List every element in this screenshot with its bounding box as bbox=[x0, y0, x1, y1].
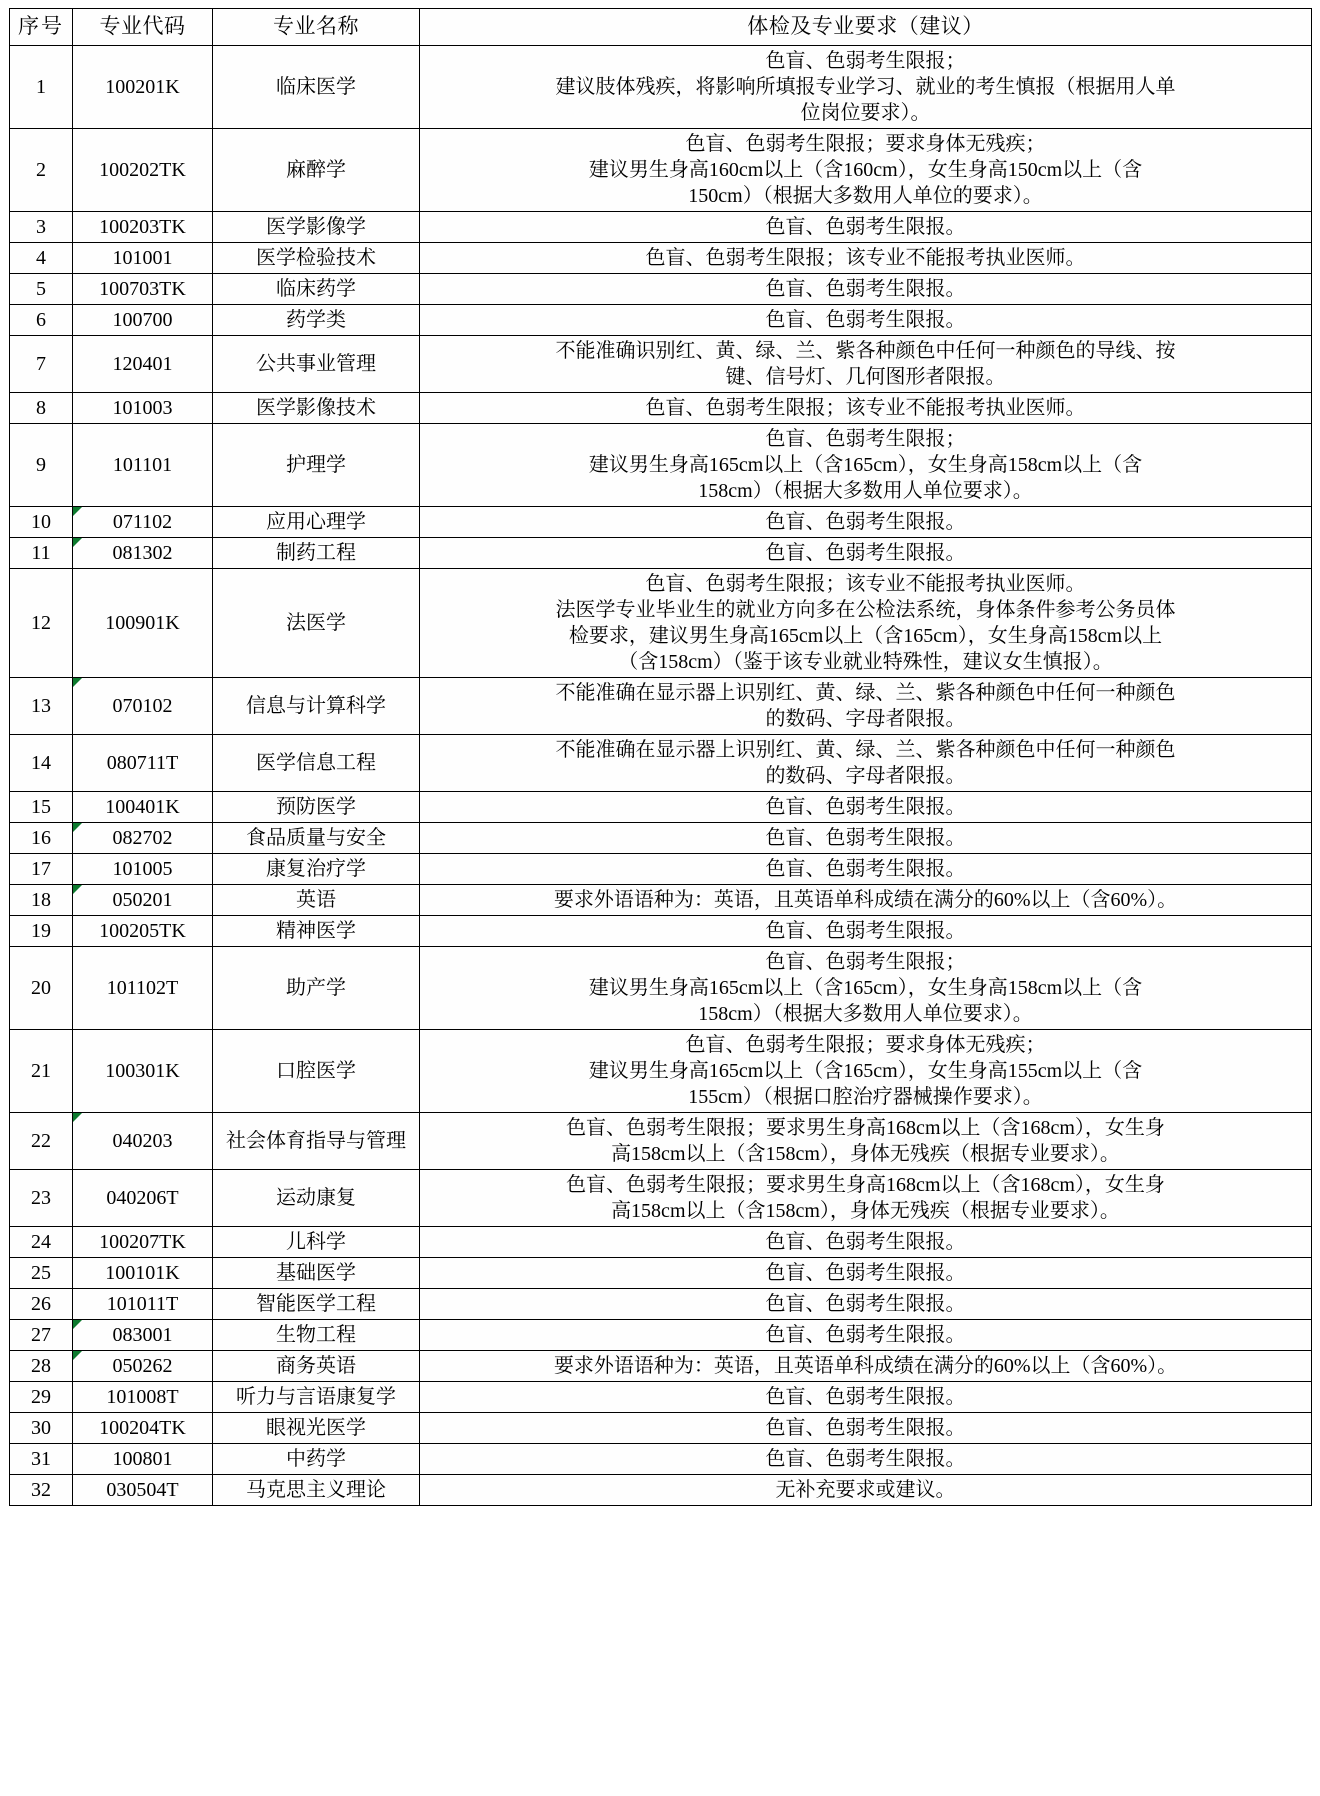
major-code-text: 100401K bbox=[105, 796, 180, 818]
major-code-text: 083001 bbox=[112, 1324, 173, 1346]
requirement-line: 高158cm以上（含158cm），身体无残疾（根据专业要求）。 bbox=[611, 1200, 1120, 1222]
cell-major-code bbox=[73, 336, 213, 393]
cell-major-name: 商务英语 bbox=[213, 1351, 420, 1382]
cell-requirement bbox=[420, 393, 1312, 424]
requirement-line: 建议男生身高165cm以上（含165cm），女生身高158cm以上（含 bbox=[588, 454, 1143, 476]
requirement-line: （含158cm）（鉴于该专业就业特殊性，建议女生慎报）。 bbox=[618, 651, 1113, 673]
column-header-major-code: 专业代码 bbox=[73, 9, 213, 46]
major-code-text: 100204TK bbox=[99, 1417, 186, 1439]
requirement-line: 色盲、色弱考生限报；该专业不能报考执业医师。 bbox=[645, 397, 1086, 419]
cell-major-code bbox=[73, 1289, 213, 1320]
requirement-line: 色盲、色弱考生限报。 bbox=[765, 827, 966, 849]
requirement-line: 的数码、字母者限报。 bbox=[765, 708, 966, 730]
cell-major-code bbox=[73, 1113, 213, 1170]
requirement-line: 色盲、色弱考生限报。 bbox=[765, 511, 966, 533]
table-row bbox=[10, 1227, 1312, 1258]
major-code-text: 050262 bbox=[112, 1355, 173, 1377]
table-row bbox=[10, 792, 1312, 823]
cell-major-name: 基础医学 bbox=[213, 1258, 420, 1289]
cell-major-code bbox=[73, 46, 213, 129]
cell-requirement bbox=[420, 823, 1312, 854]
comment-marker-icon bbox=[73, 823, 82, 832]
table-row bbox=[10, 507, 1312, 538]
requirement-line: 150cm）（根据大多数用人单位的要求）。 bbox=[688, 185, 1043, 207]
major-code-text: 080711T bbox=[106, 752, 179, 774]
table-row bbox=[10, 129, 1312, 212]
cell-major-name: 护理学 bbox=[213, 424, 420, 507]
cell-requirement bbox=[420, 424, 1312, 507]
cell-requirement bbox=[420, 1170, 1312, 1227]
table-row bbox=[10, 393, 1312, 424]
major-code-text: 100202TK bbox=[99, 159, 186, 181]
cell-seq: 32 bbox=[10, 1475, 73, 1506]
requirement-line: 色盲、色弱考生限报；要求身体无残疾； bbox=[685, 133, 1046, 155]
requirement-line: 色盲、色弱考生限报。 bbox=[765, 1293, 966, 1315]
cell-major-name: 助产学 bbox=[213, 947, 420, 1030]
cell-major-name: 临床医学 bbox=[213, 46, 420, 129]
cell-major-code bbox=[73, 1444, 213, 1475]
comment-marker-icon bbox=[73, 538, 82, 547]
requirement-line: 色盲、色弱考生限报。 bbox=[765, 216, 966, 238]
requirement-line: 色盲、色弱考生限报；要求身体无残疾； bbox=[685, 1034, 1046, 1056]
cell-major-code bbox=[73, 274, 213, 305]
requirement-line: 色盲、色弱考生限报；该专业不能报考执业医师。 bbox=[645, 247, 1086, 269]
requirement-line: 色盲、色弱考生限报；要求男生身高168cm以上（含168cm），女生身 bbox=[566, 1174, 1165, 1196]
major-code-text: 100301K bbox=[105, 1060, 180, 1082]
cell-major-code bbox=[73, 1351, 213, 1382]
requirement-line: 色盲、色弱考生限报。 bbox=[765, 1231, 966, 1253]
cell-major-name: 药学类 bbox=[213, 305, 420, 336]
requirement-line: 不能准确在显示器上识别红、黄、绿、兰、紫各种颜色中任何一种颜色 bbox=[555, 682, 1176, 704]
cell-requirement bbox=[420, 792, 1312, 823]
cell-major-name: 智能医学工程 bbox=[213, 1289, 420, 1320]
table-row bbox=[10, 885, 1312, 916]
cell-seq: 24 bbox=[10, 1227, 73, 1258]
requirement-line: 无补充要求或建议。 bbox=[775, 1479, 956, 1501]
major-code-text: 081302 bbox=[112, 542, 173, 564]
cell-requirement bbox=[420, 885, 1312, 916]
table-row bbox=[10, 243, 1312, 274]
cell-seq: 1 bbox=[10, 46, 73, 129]
cell-seq: 2 bbox=[10, 129, 73, 212]
cell-major-name: 听力与言语康复学 bbox=[213, 1382, 420, 1413]
table-row bbox=[10, 46, 1312, 129]
cell-major-code bbox=[73, 792, 213, 823]
cell-major-name: 口腔医学 bbox=[213, 1030, 420, 1113]
requirement-line: 色盲、色弱考生限报。 bbox=[765, 1262, 966, 1284]
cell-requirement bbox=[420, 212, 1312, 243]
major-code-text: 100901K bbox=[105, 612, 180, 634]
column-header-major-name: 专业名称 bbox=[213, 9, 420, 46]
cell-major-name: 精神医学 bbox=[213, 916, 420, 947]
requirement-line: 建议男生身高160cm以上（含160cm），女生身高150cm以上（含 bbox=[588, 159, 1143, 181]
comment-marker-icon bbox=[73, 1320, 82, 1329]
cell-requirement bbox=[420, 305, 1312, 336]
requirement-line: 155cm）（根据口腔治疗器械操作要求）。 bbox=[688, 1086, 1043, 1108]
major-code-text: 071102 bbox=[112, 511, 173, 533]
requirement-line: 位岗位要求）。 bbox=[800, 102, 931, 124]
requirement-line: 色盲、色弱考生限报；该专业不能报考执业医师。 bbox=[645, 573, 1086, 595]
requirement-line: 色盲、色弱考生限报。 bbox=[765, 1324, 966, 1346]
cell-requirement bbox=[420, 569, 1312, 678]
cell-major-code bbox=[73, 507, 213, 538]
table-row bbox=[10, 678, 1312, 735]
cell-requirement bbox=[420, 1351, 1312, 1382]
major-code-text: 040206T bbox=[106, 1187, 179, 1209]
table-row bbox=[10, 305, 1312, 336]
cell-major-name: 社会体育指导与管理 bbox=[213, 1113, 420, 1170]
cell-seq: 12 bbox=[10, 569, 73, 678]
cell-major-code bbox=[73, 1382, 213, 1413]
cell-requirement bbox=[420, 947, 1312, 1030]
major-code-text: 100207TK bbox=[99, 1231, 186, 1253]
major-code-text: 100205TK bbox=[99, 920, 186, 942]
cell-seq: 19 bbox=[10, 916, 73, 947]
cell-requirement bbox=[420, 1320, 1312, 1351]
requirement-line: 要求外语语种为：英语，且英语单科成绩在满分的60%以上（含60%）。 bbox=[553, 889, 1178, 911]
cell-seq: 18 bbox=[10, 885, 73, 916]
comment-marker-icon bbox=[73, 1113, 82, 1122]
cell-seq: 25 bbox=[10, 1258, 73, 1289]
cell-major-code bbox=[73, 1170, 213, 1227]
cell-major-name: 马克思主义理论 bbox=[213, 1475, 420, 1506]
cell-major-code bbox=[73, 243, 213, 274]
cell-seq: 21 bbox=[10, 1030, 73, 1113]
cell-major-name: 信息与计算科学 bbox=[213, 678, 420, 735]
cell-seq: 26 bbox=[10, 1289, 73, 1320]
requirement-line: 高158cm以上（含158cm），身体无残疾（根据专业要求）。 bbox=[611, 1143, 1120, 1165]
major-code-text: 100101K bbox=[105, 1262, 180, 1284]
comment-marker-icon bbox=[73, 507, 82, 516]
requirement-line: 色盲、色弱考生限报。 bbox=[765, 1417, 966, 1439]
table-row bbox=[10, 916, 1312, 947]
cell-requirement bbox=[420, 243, 1312, 274]
cell-seq: 27 bbox=[10, 1320, 73, 1351]
column-header-requirement: 体检及专业要求（建议） bbox=[420, 9, 1312, 46]
cell-seq: 22 bbox=[10, 1113, 73, 1170]
table-header-row bbox=[10, 9, 1312, 46]
table-row bbox=[10, 1382, 1312, 1413]
table-row bbox=[10, 1258, 1312, 1289]
cell-seq: 5 bbox=[10, 274, 73, 305]
major-code-text: 101011T bbox=[106, 1293, 179, 1315]
cell-seq: 6 bbox=[10, 305, 73, 336]
cell-major-code bbox=[73, 885, 213, 916]
requirement-line: 建议肢体残疾，将影响所填报专业学习、就业的考生慎报（根据用人单 bbox=[555, 76, 1176, 98]
major-code-text: 070102 bbox=[112, 695, 173, 717]
cell-major-code bbox=[73, 947, 213, 1030]
cell-major-code bbox=[73, 1413, 213, 1444]
requirement-line: 色盲、色弱考生限报。 bbox=[765, 858, 966, 880]
requirement-line: 色盲、色弱考生限报。 bbox=[765, 1386, 966, 1408]
cell-seq: 30 bbox=[10, 1413, 73, 1444]
table-row bbox=[10, 1320, 1312, 1351]
requirement-line: 色盲、色弱考生限报； bbox=[765, 50, 966, 72]
table-row bbox=[10, 735, 1312, 792]
cell-seq: 15 bbox=[10, 792, 73, 823]
requirement-line: 法医学专业毕业生的就业方向多在公检法系统，身体条件参考公务员体 bbox=[555, 599, 1176, 621]
table-row bbox=[10, 1030, 1312, 1113]
cell-requirement bbox=[420, 1444, 1312, 1475]
table-row bbox=[10, 336, 1312, 393]
table-row bbox=[10, 1113, 1312, 1170]
table-row bbox=[10, 424, 1312, 507]
cell-seq: 11 bbox=[10, 538, 73, 569]
requirement-line: 色盲、色弱考生限报。 bbox=[765, 796, 966, 818]
cell-major-code bbox=[73, 854, 213, 885]
cell-requirement bbox=[420, 1113, 1312, 1170]
table-row bbox=[10, 1170, 1312, 1227]
table-row bbox=[10, 1444, 1312, 1475]
cell-major-name: 康复治疗学 bbox=[213, 854, 420, 885]
cell-major-name: 中药学 bbox=[213, 1444, 420, 1475]
cell-requirement bbox=[420, 507, 1312, 538]
cell-seq: 31 bbox=[10, 1444, 73, 1475]
comment-marker-icon bbox=[73, 885, 82, 894]
cell-major-code bbox=[73, 305, 213, 336]
cell-requirement bbox=[420, 1227, 1312, 1258]
cell-major-code bbox=[73, 212, 213, 243]
table-row bbox=[10, 823, 1312, 854]
table-body bbox=[10, 46, 1312, 1506]
table-row bbox=[10, 854, 1312, 885]
comment-marker-icon bbox=[73, 678, 82, 687]
cell-seq: 23 bbox=[10, 1170, 73, 1227]
table-row bbox=[10, 569, 1312, 678]
cell-major-name: 临床药学 bbox=[213, 274, 420, 305]
major-code-text: 082702 bbox=[112, 827, 173, 849]
requirement-line: 色盲、色弱考生限报。 bbox=[765, 1448, 966, 1470]
cell-major-name: 应用心理学 bbox=[213, 507, 420, 538]
table-row bbox=[10, 1475, 1312, 1506]
major-code-text: 040203 bbox=[112, 1130, 173, 1152]
requirement-line: 建议男生身高165cm以上（含165cm），女生身高155cm以上（含 bbox=[588, 1060, 1143, 1082]
cell-requirement bbox=[420, 538, 1312, 569]
cell-seq: 9 bbox=[10, 424, 73, 507]
major-code-text: 100801 bbox=[112, 1448, 173, 1470]
cell-requirement bbox=[420, 1413, 1312, 1444]
cell-major-code bbox=[73, 678, 213, 735]
table-row bbox=[10, 1351, 1312, 1382]
cell-seq: 28 bbox=[10, 1351, 73, 1382]
cell-requirement bbox=[420, 274, 1312, 305]
cell-seq: 20 bbox=[10, 947, 73, 1030]
requirement-line: 色盲、色弱考生限报； bbox=[765, 428, 966, 450]
requirement-line: 158cm）（根据大多数用人单位要求）。 bbox=[698, 1003, 1033, 1025]
requirement-line: 色盲、色弱考生限报；要求男生身高168cm以上（含168cm），女生身 bbox=[566, 1117, 1165, 1139]
major-code-text: 101001 bbox=[112, 247, 173, 269]
major-code-text: 100203TK bbox=[99, 216, 186, 238]
requirement-line: 检要求，建议男生身高165cm以上（含165cm），女生身高158cm以上 bbox=[568, 625, 1163, 647]
cell-major-name: 运动康复 bbox=[213, 1170, 420, 1227]
cell-requirement bbox=[420, 1030, 1312, 1113]
cell-seq: 16 bbox=[10, 823, 73, 854]
cell-major-code bbox=[73, 1227, 213, 1258]
cell-requirement bbox=[420, 854, 1312, 885]
cell-major-code bbox=[73, 1320, 213, 1351]
cell-major-name: 生物工程 bbox=[213, 1320, 420, 1351]
major-code-text: 101102T bbox=[106, 977, 179, 999]
cell-requirement bbox=[420, 1475, 1312, 1506]
cell-seq: 8 bbox=[10, 393, 73, 424]
cell-major-name: 眼视光医学 bbox=[213, 1413, 420, 1444]
cell-major-name: 医学检验技术 bbox=[213, 243, 420, 274]
cell-requirement bbox=[420, 916, 1312, 947]
cell-major-code bbox=[73, 393, 213, 424]
cell-major-code bbox=[73, 823, 213, 854]
major-code-text: 050201 bbox=[112, 889, 173, 911]
table-row bbox=[10, 1413, 1312, 1444]
cell-major-code bbox=[73, 1475, 213, 1506]
requirement-line: 的数码、字母者限报。 bbox=[765, 765, 966, 787]
cell-requirement bbox=[420, 1258, 1312, 1289]
major-requirements-table bbox=[9, 8, 1312, 1506]
cell-major-name: 食品质量与安全 bbox=[213, 823, 420, 854]
cell-requirement bbox=[420, 1289, 1312, 1320]
requirement-line: 不能准确识别红、黄、绿、兰、紫各种颜色中任何一种颜色的导线、按 bbox=[555, 340, 1176, 362]
cell-major-name: 法医学 bbox=[213, 569, 420, 678]
comment-marker-icon bbox=[73, 1351, 82, 1360]
table-row bbox=[10, 274, 1312, 305]
cell-seq: 3 bbox=[10, 212, 73, 243]
cell-seq: 10 bbox=[10, 507, 73, 538]
table-row bbox=[10, 947, 1312, 1030]
requirement-line: 色盲、色弱考生限报。 bbox=[765, 309, 966, 331]
major-code-text: 101005 bbox=[112, 858, 173, 880]
cell-major-name: 英语 bbox=[213, 885, 420, 916]
cell-major-name: 制药工程 bbox=[213, 538, 420, 569]
cell-major-name: 医学影像学 bbox=[213, 212, 420, 243]
requirement-line: 158cm）（根据大多数用人单位要求）。 bbox=[698, 480, 1033, 502]
cell-seq: 29 bbox=[10, 1382, 73, 1413]
cell-requirement bbox=[420, 1382, 1312, 1413]
cell-major-name: 预防医学 bbox=[213, 792, 420, 823]
table-row bbox=[10, 1289, 1312, 1320]
cell-major-name: 医学影像技术 bbox=[213, 393, 420, 424]
cell-major-code bbox=[73, 538, 213, 569]
column-header-seq: 序号 bbox=[10, 9, 73, 46]
cell-requirement bbox=[420, 46, 1312, 129]
major-code-text: 101101 bbox=[112, 454, 173, 476]
table-row bbox=[10, 212, 1312, 243]
cell-major-name: 麻醉学 bbox=[213, 129, 420, 212]
cell-major-code bbox=[73, 129, 213, 212]
cell-seq: 4 bbox=[10, 243, 73, 274]
requirement-line: 不能准确在显示器上识别红、黄、绿、兰、紫各种颜色中任何一种颜色 bbox=[555, 739, 1176, 761]
major-code-text: 101008T bbox=[106, 1386, 179, 1408]
cell-seq: 17 bbox=[10, 854, 73, 885]
cell-seq: 7 bbox=[10, 336, 73, 393]
cell-major-code bbox=[73, 424, 213, 507]
cell-major-name: 公共事业管理 bbox=[213, 336, 420, 393]
cell-requirement bbox=[420, 336, 1312, 393]
cell-major-code bbox=[73, 569, 213, 678]
cell-seq: 13 bbox=[10, 678, 73, 735]
major-code-text: 100703TK bbox=[99, 278, 186, 300]
cell-major-name: 儿科学 bbox=[213, 1227, 420, 1258]
cell-major-code bbox=[73, 1030, 213, 1113]
cell-requirement bbox=[420, 678, 1312, 735]
requirement-line: 键、信号灯、几何图形者限报。 bbox=[725, 366, 1006, 388]
requirement-line: 色盲、色弱考生限报。 bbox=[765, 278, 966, 300]
requirement-line: 建议男生身高165cm以上（含165cm），女生身高158cm以上（含 bbox=[588, 977, 1143, 999]
major-code-text: 100201K bbox=[105, 76, 180, 98]
major-code-text: 030504T bbox=[106, 1479, 179, 1501]
cell-requirement bbox=[420, 129, 1312, 212]
requirement-line: 色盲、色弱考生限报。 bbox=[765, 920, 966, 942]
cell-requirement bbox=[420, 735, 1312, 792]
cell-major-code bbox=[73, 1258, 213, 1289]
table-row bbox=[10, 538, 1312, 569]
cell-seq: 14 bbox=[10, 735, 73, 792]
major-code-text: 100700 bbox=[112, 309, 173, 331]
requirement-line: 色盲、色弱考生限报； bbox=[765, 951, 966, 973]
requirement-line: 色盲、色弱考生限报。 bbox=[765, 542, 966, 564]
major-code-text: 101003 bbox=[112, 397, 173, 419]
cell-major-code bbox=[73, 916, 213, 947]
requirement-line: 要求外语语种为：英语，且英语单科成绩在满分的60%以上（含60%）。 bbox=[553, 1355, 1178, 1377]
cell-major-code bbox=[73, 735, 213, 792]
cell-major-name: 医学信息工程 bbox=[213, 735, 420, 792]
major-code-text: 120401 bbox=[112, 353, 173, 375]
